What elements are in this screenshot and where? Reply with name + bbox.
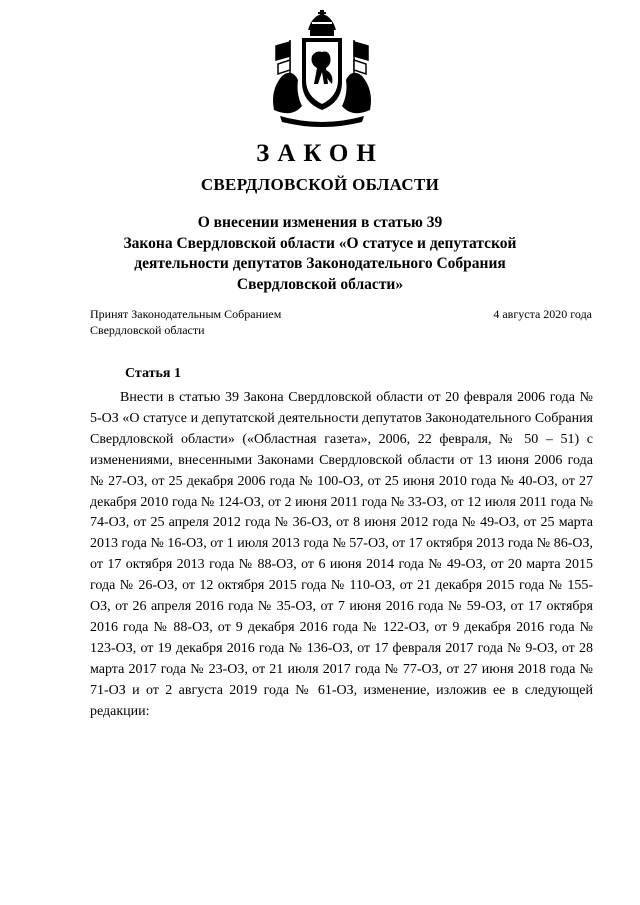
adoption-line: Свердловской области bbox=[90, 323, 205, 337]
adoption-line: Принят Законодательным Собранием bbox=[90, 307, 282, 321]
crown-icon bbox=[308, 10, 336, 36]
coat-of-arms-icon bbox=[262, 10, 382, 130]
article-body: Внести в статью 39 Закона Свердловской области от 20 февраля 2006 года № 5-ОЗ «О статусе и депутатской деятельности депутатов Законодательного Собрания Свердловской области» («Областная газета», 2006, 22 февраля, № 50 – 51) с изменениями, внесенными Законами Свердловской области от 13 июня 2006 года № 27-ОЗ, от 25 декабря 2006 года № 100-ОЗ, от 25 июня 2010 года № 40-ОЗ, от 27 декабря 2010 года № 124-ОЗ, от 2 июня 2011 года № 33-ОЗ, от 12 июля 2011 года № 74-ОЗ, от 25 апреля 2012 года № 36-ОЗ, от 8 июня 2012 года № 49-ОЗ, от 25 марта 2013 года № 16-ОЗ, от 1 июля 2013 года № 57-ОЗ, от 17 октября 2013 года № 86-ОЗ, от 17 октября 2013 года № 88-ОЗ, от 6 июня 2014 года № 49-ОЗ, от 20 марта 2015 года № 26-ОЗ, от 12 октября 2015 года № 110-ОЗ, от 21 декабря 2015 года № 155-ОЗ, от 26 апреля 2016 года № 35-ОЗ, от 7 июня 2016 года № 59-ОЗ, от 17 октября 2016 года № 88-ОЗ, от 9 декабря 2016 года № 122-ОЗ, от 9 декабря 2016 года № 123-ОЗ, от 19 декабря 2016 года № 136-ОЗ, от 17 февраля 2017 года № 9-ОЗ, от 28 марта 2017 года № 23-ОЗ, от 21 июля 2017 года № 77-ОЗ, от 27 июня 2018 года № 71-ОЗ и от 2 августа 2019 года № 61-ОЗ, изменение, изложив ее в следующей редакции: bbox=[90, 390, 593, 719]
adoption-date: 4 августа 2020 года bbox=[493, 307, 592, 321]
article-title: Статья 1 bbox=[125, 366, 181, 381]
subject-line: Свердловской области» bbox=[236, 275, 404, 293]
adoption-statement bbox=[90, 306, 390, 338]
subject-line: Закона Свердловской области «О статусе и депутатской bbox=[123, 234, 517, 252]
shield-icon bbox=[302, 38, 342, 110]
subject-line: О внесении изменения в статью 39 bbox=[197, 214, 443, 231]
law-subject bbox=[100, 213, 540, 295]
document-title: ЗАКОН bbox=[256, 140, 384, 167]
region-title: СВЕРДЛОВСКОЙ ОБЛАСТИ bbox=[200, 175, 440, 194]
subject-line: деятельности депутатов Законодательного Собрания bbox=[134, 255, 506, 272]
